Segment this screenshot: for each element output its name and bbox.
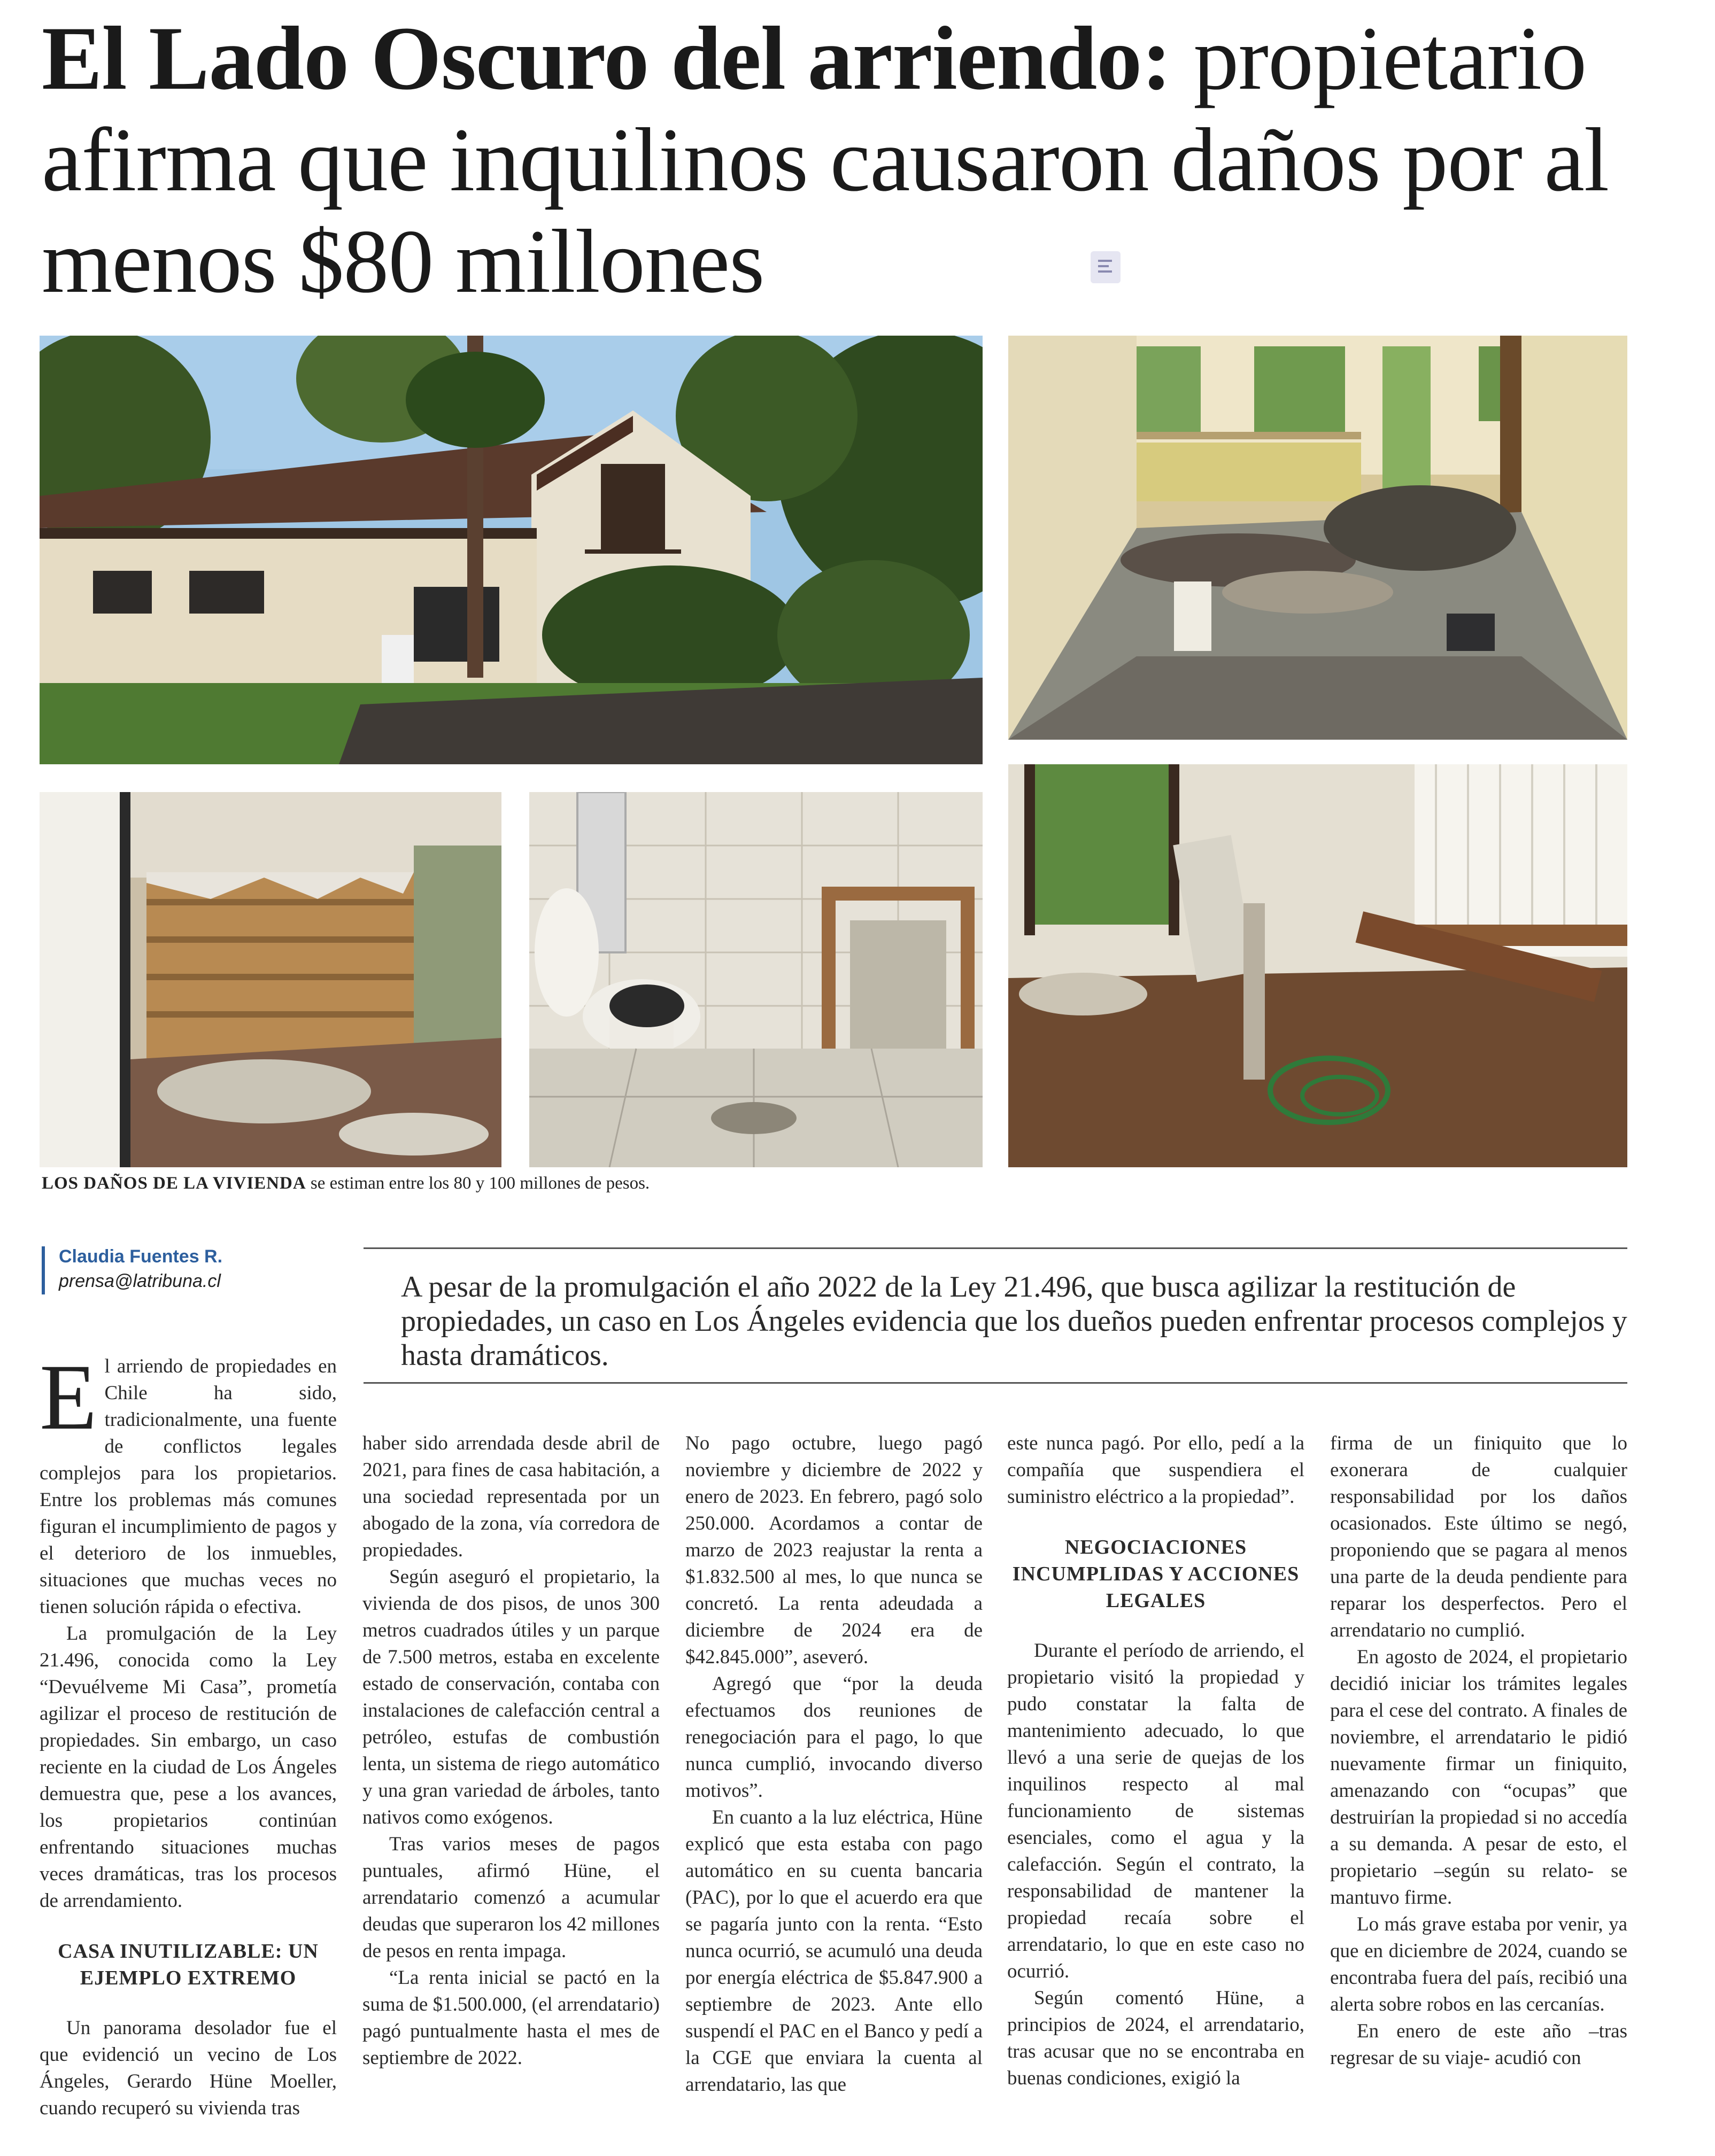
section-subhead: CASA INUTILIZABLE: UN EJEMPLO EXTREMO bbox=[58, 1940, 319, 1989]
article-column-5 bbox=[1330, 1430, 1627, 2072]
author-accent-bar bbox=[42, 1246, 45, 1294]
article-column-3 bbox=[685, 1430, 983, 2098]
article-column-1 bbox=[40, 1345, 337, 2122]
section-subhead: NEGOCIACIONES INCUMPLIDAS Y ACCIONES LEGALES bbox=[1012, 1536, 1300, 1612]
article-paragraph: En cuanto a la luz eléctrica, Hüne explicó que esta estaba con pago automático en su cuenta bancaria (PAC), por lo que el acuerdo era que se pagaría junto con la renta. “Esto nunca ocurrió, se acumuló una deuda por energía eléctrica de $5.847.900 a septiembre de 2023. Ante ello suspendí el PAC en el Banco y pedí a la CGE que enviara la cuenta al arrendatario, las que bbox=[685, 1806, 983, 2096]
damaged-room-photo bbox=[1008, 336, 1627, 740]
article-paragraph: Un panorama desolador fue el que evidenció un vecino de Los Ángeles, Gerardo Hüne Moeller, cuando recuperó su vivienda tras bbox=[40, 2017, 337, 2119]
article-paragraph: firma de un finiquito que lo exonerara de cualquier responsabilidad por los daños ocasionados. Este último se negó, proponiendo que se pagara al menos una parte de la deuda pendiente para reparar los desperfectos. Pero el arrendatario no cumplió. bbox=[1330, 1432, 1627, 1641]
headline-regular: propietario afirma que inquilinos causaron daños por al menos $80 millones bbox=[42, 8, 1609, 312]
deck-top-rule bbox=[364, 1247, 1627, 1249]
caption-text: se estiman entre los 80 y 100 millones de pesos. bbox=[306, 1174, 650, 1193]
paragraph-text: l arriendo de propiedades en Chile ha sido, tradicionalmente, una fuente de conflictos legales complejos para los propietarios. Entre los problemas más comunes figuran el incumplimiento de pagos y el deterioro de los inmuebles, situaciones que muchas veces no tienen solución rápida o efectiva. bbox=[40, 1355, 337, 1618]
author-name: Claudia Fuentes R. bbox=[59, 1246, 223, 1267]
house-exterior-photo bbox=[40, 336, 983, 764]
article-paragraph: En enero de este año –tras regresar de su viaje- acudió con bbox=[1330, 2020, 1627, 2069]
article-paragraph: Durante el período de arriendo, el propietario visitó la propiedad y pudo constatar la falta de mantenimiento adecuado, lo que llevó a una serie de quejas de los inquilinos respecto al mal funcionamiento de sistemas esenciales, como el agua y la calefacción. Según el contrato, la responsabilidad de mantener la propiedad recaía sobre el arrendatario, lo que en este caso no ocurrió. bbox=[1007, 1640, 1304, 1982]
article-column-4 bbox=[1007, 1430, 1304, 2092]
article-paragraph: No pago octubre, luego pagó noviembre y diciembre de 2022 y enero de 2023. En febrero, pagó solo 250.000. Acordamos a contar de marzo de 2023 reajustar la renta a $1.832.500 al mes, lo que nunca se concretó. La renta adeudada a diciembre de 2024 era de $42.845.000”, aseveró. bbox=[685, 1432, 983, 1668]
damaged-bathroom-photo bbox=[529, 792, 983, 1167]
article-paragraph bbox=[40, 1345, 337, 1620]
article-paragraph: haber sido arrendada desde abril de 2021, para fines de casa habitación, a una sociedad representada por un abogado de la zona, vía corredora de propiedades. bbox=[362, 1432, 660, 1561]
article-paragraph: Agregó que “por la deuda efectuamos dos reuniones de renegociación para el pago, lo que nunca cumplió, invocando diverso motivos”. bbox=[685, 1673, 983, 1802]
article-column-2 bbox=[362, 1430, 660, 2072]
drop-cap: E bbox=[40, 1345, 97, 1449]
article-paragraph: Según comentó Hüne, a principios de 2024, el arrendatario, tras acusar que no se encontraba en buenas condiciones, exigió la bbox=[1007, 1987, 1304, 2089]
article-paragraph: Tras varios meses de pagos puntuales, afirmó Hüne, el arrendatario comenzó a acumular deudas que superaron los 42 millones de pesos en renta impaga. bbox=[362, 1833, 660, 1962]
article-paragraph: La promulgación de la Ley 21.496, conocida como la Ley “Devuélveme Mi Casa”, prometía agilizar el proceso de restitución de propiedades. Sin embargo, un caso reciente en la ciudad de Los Ángeles demuestra que, pese a los avances, los propietarios continúan enfrentando situaciones muchas veces dramáticas, tras los procesos de arrendamiento. bbox=[40, 1623, 337, 1912]
damaged-wall-photo bbox=[40, 792, 501, 1167]
deck-bottom-rule bbox=[364, 1382, 1627, 1384]
note-icon[interactable] bbox=[1091, 251, 1121, 283]
caption-lead: LOS DAÑOS DE LA VIVIENDA bbox=[42, 1174, 306, 1193]
article-paragraph: Lo más grave estaba por venir, ya que en diciembre de 2024, cuando se encontraba fuera del país, recibió una alerta sobre robos en las cercanías. bbox=[1330, 1913, 1627, 2015]
author-email[interactable]: prensa@latribuna.cl bbox=[59, 1271, 221, 1291]
photo-caption bbox=[42, 1174, 650, 1193]
deck-summary: A pesar de la promulgación el año 2022 de la Ley 21.496, que busca agilizar la restitución de propiedades, un caso en Los Ángeles evidencia que los dueños pueden enfrentar procesos complejos y hasta dramáticos. bbox=[401, 1270, 1627, 1372]
article-paragraph: En agosto de 2024, el propietario decidió iniciar los trámites legales para el cese del contrato. A finales de noviembre, el arrendatario le pidió nuevamente firmar un finiquito, amenazando con “ocupas” que destruirían la propiedad si no accedía a su demanda. A pesar de esto, el propietario –según su relato- se mantuvo firme. bbox=[1330, 1646, 1627, 1909]
article-paragraph: “La renta inicial se pactó en la suma de $1.500.000, (el arrendatario) pagó puntualmente hasta el mes de septiembre de 2022. bbox=[362, 1967, 660, 2069]
damaged-living-room-photo bbox=[1008, 764, 1627, 1167]
headline bbox=[42, 7, 1656, 312]
article-paragraph: este nunca pagó. Por ello, pedí a la compañía que suspendiera el suministro eléctrico a la propiedad”. bbox=[1007, 1432, 1304, 1508]
headline-bold: El Lado Oscuro del arriendo: bbox=[42, 8, 1171, 108]
article-paragraph: Según aseguró el propietario, la vivienda de dos pisos, de unos 300 metros cuadrados útiles y un parque de 7.500 metros, estaba en excelente estado de conservación, contaba con instalaciones de calefacción central a petróleo, estufas de combustión lenta, un sistema de riego automático y una gran variedad de árboles, tanto nativos como exógenos. bbox=[362, 1566, 660, 1828]
